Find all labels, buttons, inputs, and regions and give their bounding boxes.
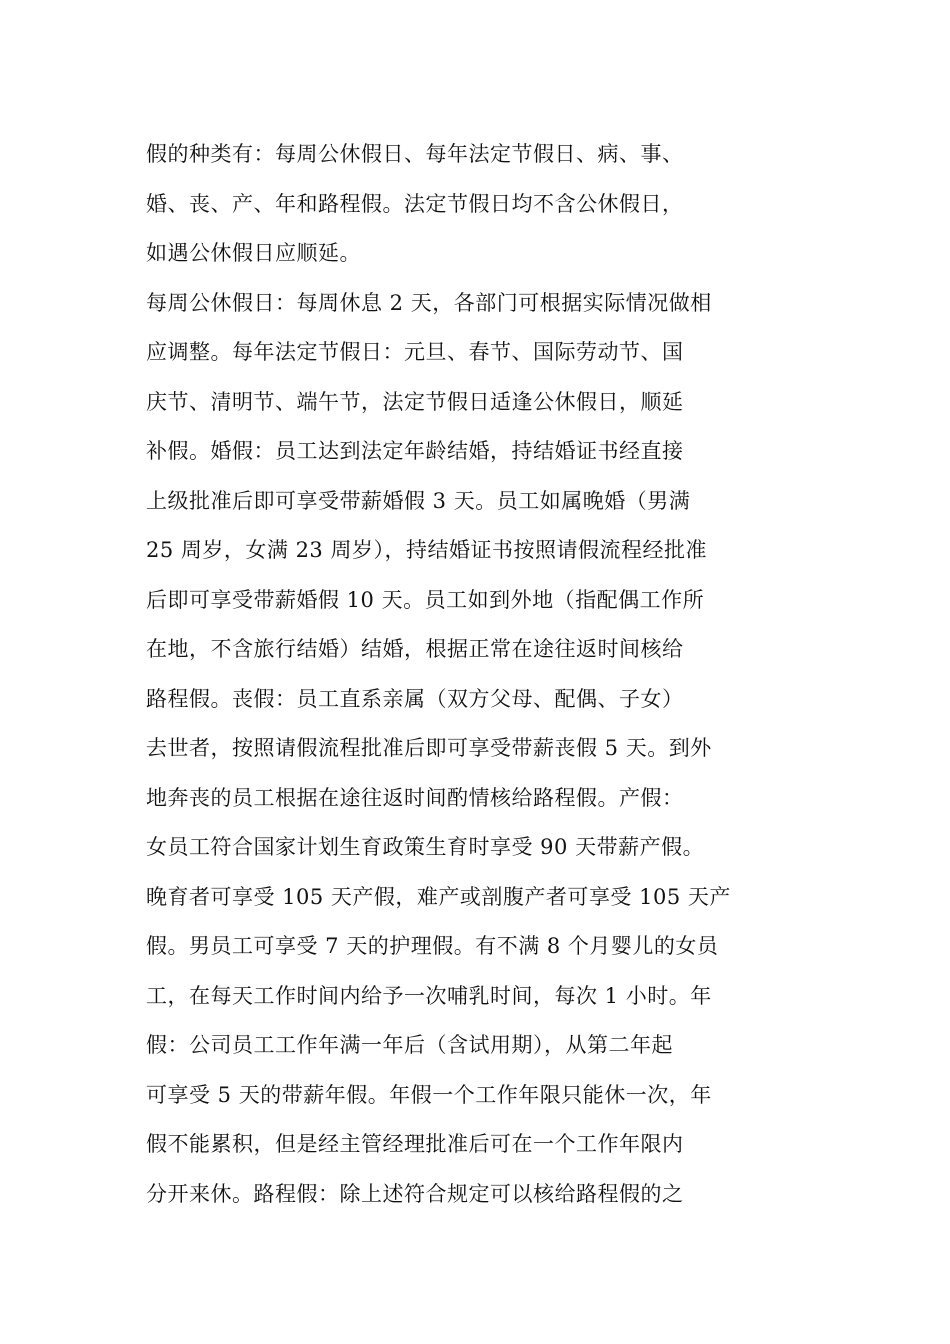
text-line: 婚、丧、产、年和路程假。法定节假日均不含公休假日， bbox=[146, 191, 684, 216]
text-line: 假不能累积，但是经主管经理批准后可在一个工作年限内 bbox=[146, 1132, 684, 1156]
text-line: 路程假。丧假：员工直系亲属（双方父母、配偶、子女） bbox=[146, 686, 684, 711]
text-line: 晚育者可享受 105 天产假，难产或剖腹产者可享受 105 天产 bbox=[146, 884, 731, 909]
text-line: 假：公司员工工作年满一年后（含试用期），从第二年起 bbox=[146, 1033, 673, 1057]
text-line: 假。男员工可享受 7 天的护理假。有不满 8 个月婴儿的女员 bbox=[146, 934, 719, 958]
text-line: 工，在每天工作时间内给予一次哺乳时间，每次 1 小时。年 bbox=[146, 983, 712, 1008]
text-line: 庆节、清明节、端午节，法定节假日适逢公休假日，顺延 bbox=[146, 389, 684, 414]
text-line: 上级批准后即可享受带薪婚假 3 天。员工如属晚婚（男满 bbox=[146, 488, 691, 513]
document-body bbox=[146, 130, 806, 1219]
text-line: 可享受 5 天的带薪年假。年假一个工作年限只能休一次，年 bbox=[146, 1082, 712, 1107]
text-line: 分开来休。路程假：除上述符合规定可以核给路程假的之 bbox=[146, 1181, 684, 1206]
text-line: 如遇公休假日应顺延。 bbox=[146, 241, 361, 265]
text-line: 应调整。每年法定节假日：元旦、春节、国际劳动节、国 bbox=[146, 340, 684, 364]
text-line: 每周公休假日：每周休息 2 天，各部门可根据实际情况做相 bbox=[146, 290, 712, 315]
text-line: 25 周岁，女满 23 周岁），持结婚证书按照请假流程经批准 bbox=[146, 538, 707, 562]
paragraph-leave-details bbox=[146, 279, 806, 1220]
text-line: 后即可享受带薪婚假 10 天。员工如到外地（指配偶工作所 bbox=[146, 587, 705, 612]
text-line: 女员工符合国家计划生育政策生育时享受 90 天带薪产假。 bbox=[146, 835, 705, 859]
text-line: 补假。婚假：员工达到法定年龄结婚，持结婚证书经直接 bbox=[146, 439, 684, 463]
text-line: 假的种类有：每周公休假日、每年法定节假日、病、事、 bbox=[146, 142, 684, 166]
paragraph-leave-types bbox=[146, 130, 806, 279]
text-line: 地奔丧的员工根据在途往返时间酌情核给路程假。产假： bbox=[146, 785, 684, 810]
text-line: 在地，不含旅行结婚）结婚，根据正常在途往返时间核给 bbox=[146, 637, 684, 661]
text-line: 去世者，按照请假流程批准后即可享受带薪丧假 5 天。到外 bbox=[146, 736, 712, 760]
